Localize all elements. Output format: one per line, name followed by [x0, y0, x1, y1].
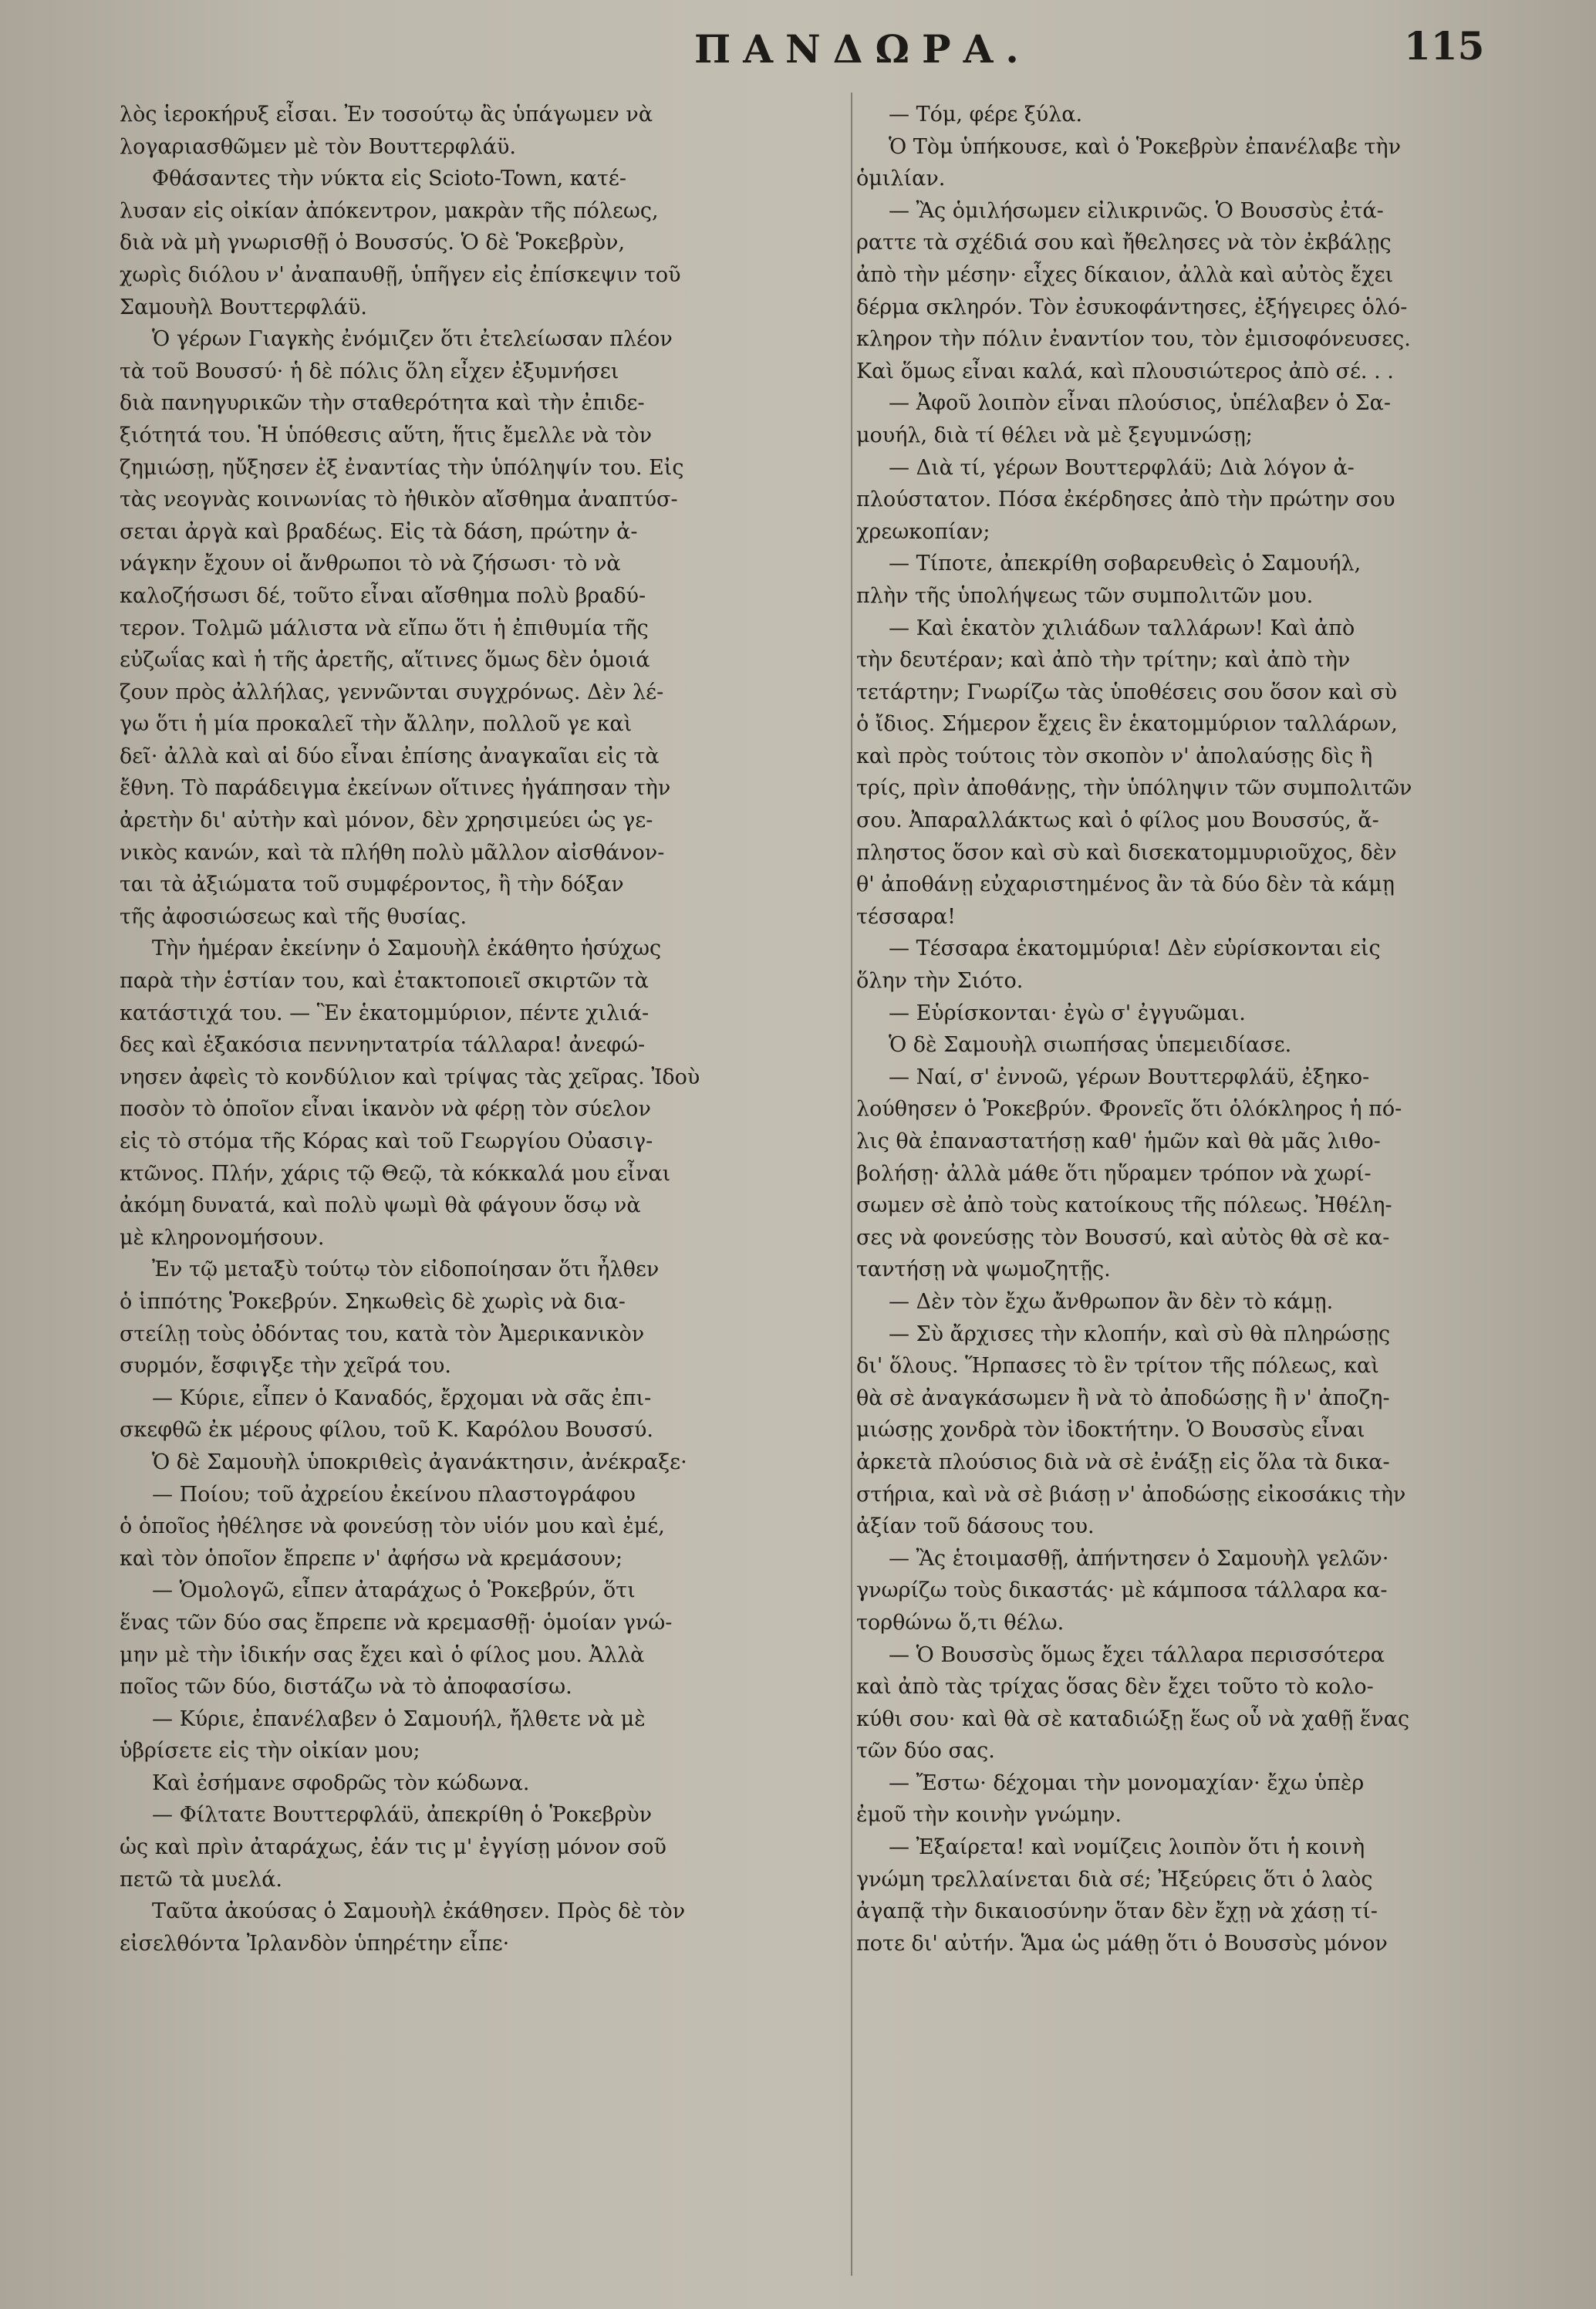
text-line: — Τέσσαρα ἑκατομμύρια! Δὲν εὑρίσκονται εἰς — [889, 937, 1381, 961]
text-line: — Κύριε, εἶπεν ὁ Καναδός, ἔρχομαι νὰ σᾶς ἐπι- — [152, 1386, 652, 1410]
text-line: ὡς καὶ πρὶν ἀταράχως, ἐάν τις μ' ἐγγίσῃ μόνον σοῦ — [120, 1835, 666, 1860]
text-line: — Σὺ ἄρχισες τὴν κλοπήν, καὶ σὺ θὰ πληρώσῃς — [889, 1322, 1391, 1346]
text-line: Ἐν τῷ μεταξὺ τούτῳ τὸν εἰδοποίησαν ὅτι ἦλθεν — [152, 1257, 660, 1282]
text-line: διὰ νὰ μὴ γνωρισθῇ ὁ Βουσσύς. Ὁ δὲ Ῥοκεβρὺν, — [120, 231, 626, 255]
text-line: σωμεν σὲ ἀπὸ τοὺς κατοίκους τῆς πόλεως. Ἠθέλη- — [856, 1193, 1392, 1218]
text-line: τὰ τοῦ Βουσσύ· ἡ δὲ πόλις ὅλη εἶχεν ἐξυμνήσει — [120, 359, 619, 383]
text-line: — Τίποτε, ἀπεκρίθη σοβαρευθεὶς ὁ Σαμουήλ, — [889, 552, 1361, 576]
text-line: ἀρκετὰ πλούσιος διὰ νὰ σὲ ἐνάξῃ εἰς ὅλα τὰ δικα- — [856, 1450, 1390, 1474]
text-line: τερον. Τολμῶ μάλιστα νὰ εἴπω ὅτι ἡ ἐπιθυμία τῆς — [120, 616, 649, 640]
text-line: Καὶ ἐσήμανε σφοδρῶς τὸν κώδωνα. — [152, 1771, 530, 1795]
text-line: ποῖος τῶν δύο, διστάζω νὰ τὸ ἀποφασίσω. — [120, 1675, 572, 1700]
text-line: θὰ σὲ ἀναγκάσωμεν ἢ νὰ τὸ ἀποδώσῃς ἢ ν' ἀποζη- — [856, 1386, 1390, 1410]
text-line: — Ποίου; τοῦ ἀχρείου ἐκείνου πλαστογράφου — [152, 1482, 636, 1507]
text-line: Ὁ Τὸμ ὑπήκουσε, καὶ ὁ Ῥοκεβρὺν ἐπανέλαβε τὴν — [889, 134, 1402, 159]
text-line: δεῖ· ἀλλὰ καὶ αἱ δύο εἶναι ἐπίσης ἀναγκαῖαι εἰς τὰ — [120, 744, 660, 768]
text-line: Ὁ δὲ Σαμουὴλ σιωπήσας ὑπεμειδίασε. — [889, 1033, 1292, 1058]
text-line: μουήλ, διὰ τί θέλει νὰ μὲ ξεγυμνώσῃ; — [856, 423, 1253, 447]
text-line: πετῶ τὰ μυελά. — [120, 1867, 282, 1892]
text-line: στήρια, καὶ νὰ σὲ βιάσῃ ν' ἀποδώσῃς εἰκοσάκις τὴν — [856, 1482, 1406, 1507]
text-line: πληστος ὅσον καὶ σὺ καὶ δισεκατομμυριοῦχος, δὲν — [856, 840, 1397, 865]
text-line: θ' ἀποθάνῃ εὐχαριστημένος ἂν τὰ δύο δὲν τὰ κάμῃ — [856, 873, 1395, 897]
text-line: ξιότητά του. Ἡ ὑπόθεσις αὕτη, ἥτις ἔμελλε νὰ τὸν — [120, 423, 653, 447]
text-line: σκεφθῶ ἐκ μέρους φίλου, τοῦ Κ. Καρόλου Βουσσύ. — [120, 1418, 654, 1443]
text-line: — Ναί, σ' ἐννοῶ, γέρων Βουττερφλάϋ, ἐξηκο- — [889, 1065, 1370, 1089]
text-line: Σαμουὴλ Βουττερφλάϋ. — [120, 295, 367, 319]
text-line: πλούστατον. Πόσα ἐκέρδησες ἀπὸ τὴν πρώτην σου — [856, 488, 1395, 512]
column-divider — [851, 93, 852, 2276]
text-line: τετάρτην; Γνωρίζω τὰς ὑποθέσεις σου ὅσον καὶ σὺ — [856, 680, 1398, 704]
running-title: ΠΑΝΔΩΡΑ. — [694, 26, 1031, 72]
text-line: βολήσῃ· ἀλλὰ μάθε ὅτι ηὕραμεν τρόπον νὰ χωρί- — [856, 1161, 1372, 1186]
text-line: καὶ πρὸς τούτοις τὸν σκοπὸν ν' ἀπολαύσῃς δὶς ἢ — [856, 744, 1373, 768]
text-line: χρεωκοπίαν; — [856, 519, 990, 544]
text-line: — Ἂς ἑτοιμασθῇ, ἀπήντησεν ὁ Σαμουὴλ γελῶν· — [889, 1546, 1389, 1571]
text-line: γνωρίζω τοὺς δικαστάς· μὲ κάμποσα τάλλαρα κα- — [856, 1578, 1388, 1603]
text-line: ζημιώσῃ, ηὔξησεν ἐξ ἐναντίας τὴν ὑπόληψίν του. Εἰς — [120, 455, 684, 480]
text-line: ὑβρίσετε εἰς τὴν οἰκίαν μου; — [120, 1739, 420, 1764]
text-line: ἀκόμη δυνατά, καὶ πολὺ ψωμὶ θὰ φάγουν ὅσῳ νὰ — [120, 1193, 641, 1218]
text-line: πλὴν τῆς ὑπολήψεως τῶν συμπολιτῶν μου. — [856, 583, 1314, 608]
text-line: — Φίλτατε Βουττερφλάϋ, ἀπεκρίθη ὁ Ῥοκεβρὺν — [152, 1803, 653, 1828]
text-line: μην μὲ τὴν ἰδικήν σας ἔχει καὶ ὁ φίλος μου. Ἀλλὰ — [120, 1642, 645, 1667]
text-line: — Ἂς ὁμιλήσωμεν εἰλικρινῶς. Ὁ Βουσσὺς ἐτά- — [889, 198, 1384, 223]
text-line: μιώσῃς χονδρὰ τὸν ἰδοκτήτην. Ὁ Βουσσὺς εἶναι — [856, 1418, 1365, 1443]
text-line: δι' ὅλους. Ἥρπασες τὸ ἓν τρίτον τῆς πόλεως, καὶ — [856, 1354, 1379, 1379]
text-line: ὁμιλίαν. — [856, 167, 946, 191]
text-line: ταντήσῃ νὰ ψωμοζητῇς. — [856, 1257, 1111, 1282]
text-line: ἐμοῦ τὴν κοινὴν γνώμην. — [856, 1803, 1122, 1828]
text-line: τρίς, πρὶν ἀποθάνῃς, τὴν ὑπόληψιν τῶν συμπολιτῶν — [856, 776, 1412, 801]
left-column — [120, 99, 849, 2282]
text-line: ται τὰ ἀξιώματα τοῦ συμφέροντος, ἢ τὴν δόξαν — [120, 873, 624, 897]
text-line: — Δὲν τὸν ἔχω ἄνθρωπον ἂν δὲν τὸ κάμῃ. — [889, 1289, 1334, 1314]
text-line: τῶν δύο σας. — [856, 1739, 995, 1764]
text-line: — Διὰ τί, γέρων Βουττερφλάϋ; Διὰ λόγον ἀ- — [889, 455, 1355, 480]
text-line: ζουν πρὸς ἀλλήλας, γεννῶνται συγχρόνως. Δὲν λέ- — [120, 680, 664, 704]
text-line: κτῶνος. Πλήν, χάρις τῷ Θεῷ, τὰ κόκκαλά μου εἶναι — [120, 1161, 671, 1186]
text-line: δες καὶ ἑξακόσια πεννηντατρία τάλλαρα! ἀνεφώ- — [120, 1033, 646, 1058]
text-line: ποτε δι' αὐτήν. Ἅμα ὡς μάθῃ ὅτι ὁ Βουσσὺς μόνον — [856, 1931, 1388, 1956]
right-column — [856, 99, 1481, 2282]
text-line: ἀπὸ τὴν μέσην· εἶχες δίκαιον, ἀλλὰ καὶ αὐτὸς ἔχει — [856, 262, 1394, 287]
text-line: γνώμη τρελλαίνεται διὰ σέ; Ἠξεύρεις ὅτι ὁ λαὸς — [856, 1867, 1373, 1892]
text-line: κατάστιχά του. — Ἓν ἑκατομμύριον, πέντε χιλιά- — [120, 1001, 650, 1025]
text-line: λὸς ἱεροκήρυξ εἶσαι. Ἐν τοσούτῳ ἂς ὑπάγωμεν νὰ — [120, 103, 653, 127]
text-line: τὴν δευτέραν; καὶ ἀπὸ τὴν τρίτην; καὶ ἀπὸ τὴν — [856, 648, 1351, 673]
text-line: εἰσελθόντα Ἰρλανδὸν ὑπηρέτην εἶπε· — [120, 1931, 510, 1956]
page-header — [0, 22, 1596, 76]
text-line: νικὸς κανών, καὶ τὰ πλήθη πολὺ μᾶλλον αἰσθάνον- — [120, 840, 665, 865]
text-line: Τὴν ἡμέραν ἐκείνην ὁ Σαμουὴλ ἐκάθητο ἡσύχως — [152, 937, 662, 961]
text-line: εὐζωΐας καὶ ἡ τῆς ἀρετῆς, αἵτινες ὅμως δὲν ὁμοιά — [120, 648, 650, 673]
text-line: σεται ἀργὰ καὶ βραδέως. Εἰς τὰ δάση, πρώτην ἀ- — [120, 519, 638, 544]
text-line: καὶ ἀπὸ τὰς τρίχας ὅσας δὲν ἔχει τοῦτο τὸ κολο- — [856, 1675, 1374, 1700]
text-line: χωρὶς διόλου ν' ἀναπαυθῇ, ὑπῆγεν εἰς ἐπίσκεψιν τοῦ — [120, 262, 681, 287]
text-line: διὰ πανηγυρικῶν τὴν σταθερότητα καὶ τὴν ἐπιδε- — [120, 391, 645, 416]
text-line: — Εὑρίσκονται· ἐγὼ σ' ἐγγυῶμαι. — [889, 1001, 1246, 1025]
text-line: κληρον τὴν πόλιν ἐναντίον του, τὸν ἐμισοφόνευσες. — [856, 327, 1411, 352]
text-line: ἔθνη. Τὸ παράδειγμα ἐκείνων οἵτινες ἠγάπησαν τὴν — [120, 776, 671, 801]
text-line: Ὁ γέρων Γιαγκὴς ἐνόμιζεν ὅτι ἐτελείωσαν πλέον — [152, 327, 673, 352]
text-line: — Καὶ ἑκατὸν χιλιάδων ταλλάρων! Καὶ ἀπὸ — [889, 616, 1355, 640]
text-line: ὁ ἱππότης Ῥοκεβρύν. Σηκωθεὶς δὲ χωρὶς νὰ δια- — [120, 1289, 626, 1314]
text-line: μὲ κληρονομήσουν. — [120, 1225, 325, 1250]
text-line: δέρμα σκληρόν. Τὸν ἐσυκοφάντησες, ἐξήγειρες ὁλό- — [856, 295, 1408, 319]
text-line: Ταῦτα ἀκούσας ὁ Σαμουὴλ ἐκάθησεν. Πρὸς δὲ τὸν — [152, 1899, 686, 1924]
text-line: εἰς τὸ στόμα τῆς Κόρας καὶ τοῦ Γεωργίου Οὐασιγ- — [120, 1129, 653, 1153]
text-line: Ὁ δὲ Σαμουὴλ ὑποκριθεὶς ἀγανάκτησιν, ἀνέκραξε· — [152, 1450, 687, 1474]
page-number: 115 — [1404, 23, 1485, 69]
text-line: ἀγαπᾷ τὴν δικαιοσύνην ὅταν δὲν ἔχῃ νὰ χάσῃ τί- — [856, 1899, 1378, 1924]
text-line: τὰς νεογνὰς κοινωνίας τὸ ἠθικὸν αἴσθημα ἀναπτύσ- — [120, 488, 678, 512]
text-line: τορθώνω ὅ,τι θέλω. — [856, 1610, 1065, 1635]
text-line: ποσὸν τὸ ὁποῖον εἶναι ἱκανὸν νὰ φέρῃ τὸν σύελον — [120, 1097, 651, 1122]
text-line: στείλῃ τοὺς ὀδόντας του, κατὰ τὸν Ἀμερικανικὸν — [120, 1322, 645, 1346]
text-line: παρὰ τὴν ἑστίαν του, καὶ ἐτακτοποιεῖ σκιρτῶν τὰ — [120, 969, 649, 994]
text-line: — Τόμ, φέρε ξύλα. — [889, 103, 1083, 127]
text-line: ὁ ὁποῖος ἠθέλησε νὰ φονεύσῃ τὸν υἱόν μου καὶ ἐμέ, — [120, 1514, 665, 1539]
text-line: γω ὅτι ἡ μία προκαλεῖ τὴν ἄλλην, πολλοῦ γε καὶ — [120, 712, 633, 737]
text-line: Φθάσαντες τὴν νύκτα εἰς Scioto-Town, κατέ- — [152, 167, 626, 191]
text-line: τέσσαρα! — [856, 904, 956, 929]
text-line: ραττε τὰ σχέδιά σου καὶ ἤθελησες νὰ τὸν ἐκβάλῃς — [856, 231, 1392, 255]
text-line: νησεν ἀφεὶς τὸ κονδύλιον καὶ τρίψας τὰς χεῖρας. Ἰδοὺ — [120, 1065, 700, 1089]
text-line: συρμόν, ἔσφιγξε τὴν χεῖρά του. — [120, 1354, 452, 1379]
text-line: ὁ ἴδιος. Σήμερον ἔχεις ἓν ἑκατομμύριον ταλλάρων, — [856, 712, 1398, 737]
text-line: — Ὁ Βουσσὺς ὅμως ἔχει τάλλαρα περισσότερα — [889, 1642, 1385, 1667]
text-line: τῆς ἀφοσιώσεως καὶ τῆς θυσίας. — [120, 904, 467, 929]
text-line: — Ἔστω· δέχομαι τὴν μονομαχίαν· ἔχω ὑπὲρ — [889, 1771, 1365, 1795]
text-line: λογαριασθῶμεν μὲ τὸν Βουττερφλάϋ. — [120, 134, 516, 159]
text-line: σου. Ἀπαραλλάκτως καὶ ὁ φίλος μου Βουσσύς, ἄ- — [856, 808, 1379, 833]
text-line: καὶ τὸν ὁποῖον ἔπρεπε ν' ἀφήσω νὰ κρεμάσουν; — [120, 1546, 623, 1571]
text-line: λυσαν εἰς οἰκίαν ἀπόκεντρον, μακρὰν τῆς πόλεως, — [120, 198, 659, 223]
text-line: νάγκην ἔχουν οἱ ἄνθρωποι τὸ νὰ ζήσωσι· τὸ νὰ — [120, 552, 621, 576]
text-line: ὅλην τὴν Σιότο. — [856, 969, 1024, 994]
text-line: — Ἀφοῦ λοιπὸν εἶναι πλούσιος, ὑπέλαβεν ὁ Σα- — [889, 391, 1392, 416]
text-line: λις θὰ ἐπαναστατήσῃ καθ' ἡμῶν καὶ θὰ μᾶς λιθο- — [856, 1129, 1381, 1153]
text-line: λούθησεν ὁ Ῥοκεβρύν. Φρονεῖς ὅτι ὁλόκληρος ἡ πό- — [856, 1097, 1402, 1122]
text-line: Καὶ ὅμως εἶναι καλά, καὶ πλουσιώτερος ἀπὸ σέ. . . — [856, 359, 1394, 383]
text-line: — Κύριε, ἐπανέλαβεν ὁ Σαμουήλ, ἤλθετε νὰ μὲ — [152, 1706, 646, 1731]
text-line: σες νὰ φονεύσῃς τὸν Βουσσύ, καὶ αὐτὸς θὰ σὲ κα- — [856, 1225, 1390, 1250]
text-line: — Ἐξαίρετα! καὶ νομίζεις λοιπὸν ὅτι ἡ κοινὴ — [889, 1835, 1365, 1860]
text-line: ἀρετὴν δι' αὐτὴν καὶ μόνον, δὲν χρησιμεύει ὡς γε- — [120, 808, 653, 833]
text-line: καλοζήσωσι δέ, τοῦτο εἶναι αἴσθημα πολὺ βραδύ- — [120, 583, 646, 608]
text-line: — Ὁμολογῶ, εἶπεν ἀταράχως ὁ Ῥοκεβρύν, ὅτι — [152, 1578, 636, 1603]
text-line: ἕνας τῶν δύο σας ἔπρεπε νὰ κρεμασθῇ· ὁμοίαν γνώ- — [120, 1610, 673, 1635]
text-line: κύθι σου· καὶ θὰ σὲ καταδιώξῃ ἕως οὗ νὰ χαθῇ ἕνας — [856, 1706, 1410, 1731]
text-line: ἀξίαν τοῦ δάσους του. — [856, 1514, 1095, 1539]
